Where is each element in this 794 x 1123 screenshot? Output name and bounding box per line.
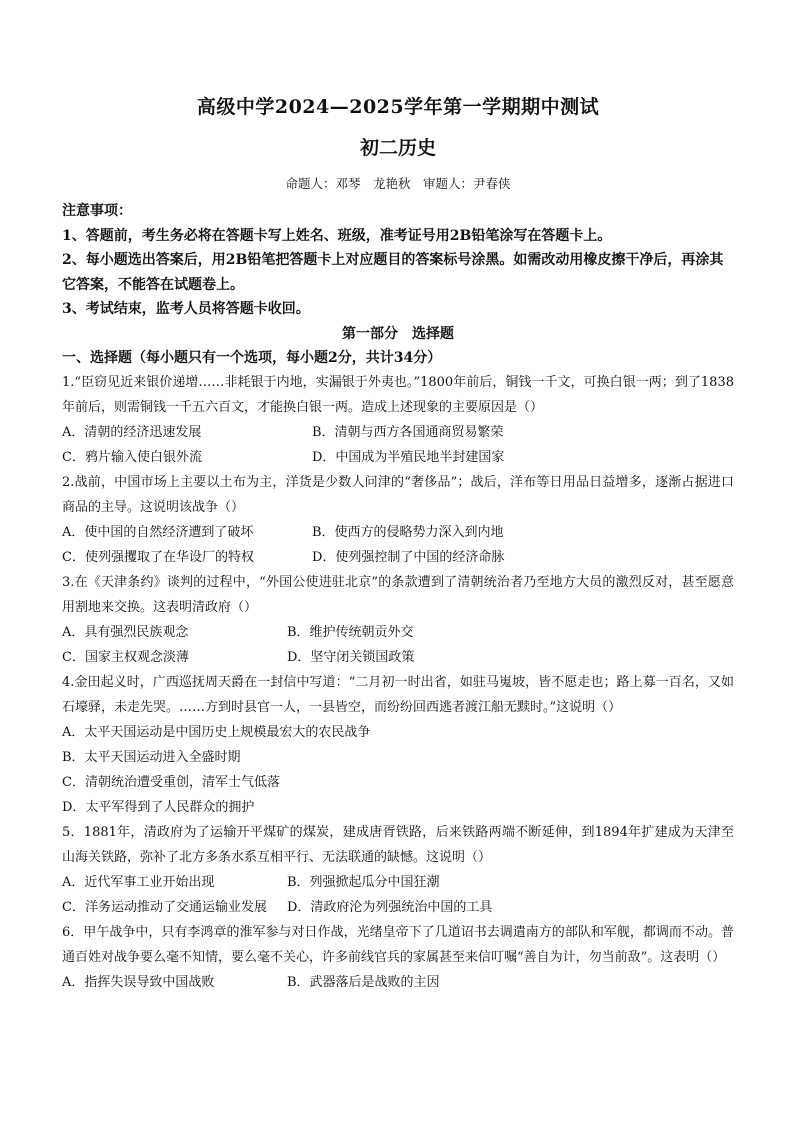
question-stem: 6．甲午战争中，只有李鸿章的淮军参与对日作战，光绪皇帝下了几道诏书去调遣南方的部队和军舰，都调而不动。普通百姓对战争要么毫不知情，要么毫不关心，许多前线官兵的家属甚至来信叮嘱“善自为计，勿当前敌”。这表明（） bbox=[62, 924, 734, 965]
option: A．具有强烈民族观念 bbox=[62, 624, 189, 640]
option-row bbox=[62, 895, 734, 920]
option: D．使列强控制了中国的经济命脉 bbox=[312, 549, 505, 565]
option: B．太平天国运动进入全盛时期 bbox=[62, 749, 241, 765]
question-stem: 1.“臣窃见近来银价递增……非耗银于内地，实漏银于外夷也。”1800年前后，铜钱一千文，可换白银一两；到了1838年前后，则需铜钱一千五六百文，才能换白银一两。造成上述现象的主要原因是（） bbox=[62, 374, 734, 415]
question-stem: 2.战前，中国市场上主要以土布为主，洋货是少数人问津的“奢侈品”；战后，洋布等日用品日益增多，逐渐占据进口商品的主导。这说明该战争（） bbox=[62, 474, 734, 515]
option: B．列强掀起瓜分中国狂潮 bbox=[287, 874, 440, 890]
option: D．坚守闭关锁国政策 bbox=[287, 649, 415, 665]
exam-page bbox=[62, 92, 734, 995]
question-stem: 4.金田起义时，广西巡抚周天爵在一封信中写道：“二月初一时出省，如驻马嵬坡，皆不愿走也；路上募一百名，又如石壕驿，未走先哭。……方到时县官一人，一县皆空，而纷纷回西逃者渡江船无黩时。”这说明（） bbox=[62, 674, 734, 715]
option-row bbox=[62, 645, 734, 670]
option: A．清朝的经济迅速发展 bbox=[62, 424, 202, 440]
option: D．太平军得到了人民群众的拥护 bbox=[62, 799, 255, 815]
option-row bbox=[62, 545, 734, 570]
option: A．使中国的自然经济遭到了破坏 bbox=[62, 524, 254, 540]
option: B．使西方的侵略势力深入到内地 bbox=[312, 524, 504, 540]
section-title: 一、选择题（每小题只有一个选项，每小题2分，共计34分） bbox=[62, 349, 442, 366]
option: C．国家主权观念淡薄 bbox=[62, 649, 189, 665]
part-title: 第一部分 选择题 bbox=[342, 325, 454, 342]
option: C．使列强攫取了在华设厂的特权 bbox=[62, 549, 254, 565]
exam-authors: 命题人：邓琴 龙艳秋 审题人：尹春侠 bbox=[285, 176, 511, 191]
note-item: 1、答题前，考生务必将在答题卡写上姓名、班级，准考证号用2B铅笔涂写在答题卡上。 bbox=[62, 227, 612, 244]
option: B．维护传统朝贡外交 bbox=[287, 624, 414, 640]
option-row bbox=[62, 445, 734, 470]
exam-title: 高级中学2024—2025学年第一学期期中测试 bbox=[196, 96, 600, 118]
option: D．清政府沦为列强统治中国的工具 bbox=[287, 899, 493, 915]
option: C．洋务运动推动了交通运输业发展 bbox=[62, 899, 267, 915]
note-item: 2、每小题选出答案后，用2B铅笔把答题卡上对应题目的答案标号涂黑。如需改动用橡皮擦干净后，再涂其它答案，不能答在试题卷上。 bbox=[62, 252, 724, 293]
notes-heading: 注意事项： bbox=[62, 203, 132, 219]
option-row bbox=[62, 620, 734, 645]
option: C．清朝统治遭受重创，清军士气低落 bbox=[62, 774, 280, 790]
option: D．中国成为半殖民地半封建国家 bbox=[312, 449, 505, 465]
option: B．武器落后是战败的主因 bbox=[287, 974, 440, 990]
exam-subject: 初二历史 bbox=[359, 137, 436, 159]
option: A．近代军事工业开始出现 bbox=[62, 874, 215, 890]
option: A．太平天国运动是中国历史上规模最宏大的农民战争 bbox=[62, 724, 371, 740]
option-row bbox=[62, 420, 734, 445]
option-row bbox=[62, 520, 734, 545]
option: B．清朝与西方各国通商贸易繁荣 bbox=[312, 424, 504, 440]
option: A．指挥失误导致中国战败 bbox=[62, 974, 215, 990]
question-stem: 3.在《天津条约》谈判的过程中，“外国公使进驻北京”的条款遭到了清朝统治者乃至地方大员的激烈反对，甚至愿意用割地来交换。这表明清政府（） bbox=[62, 574, 734, 615]
note-item: 3、考试结束，监考人员将答题卡收回。 bbox=[62, 301, 310, 317]
option-row bbox=[62, 970, 734, 995]
question-stem: 5．1881年，清政府为了运输开平煤矿的煤炭，建成唐胥铁路，后来铁路两端不断延伸，到1894年扩建成为天津至山海关铁路，弥补了北方多条水系互相平行、无法联通的缺憾。这说明（） bbox=[62, 824, 734, 865]
option: C．鸦片输入使白银外流 bbox=[62, 449, 202, 465]
option-row bbox=[62, 870, 734, 895]
